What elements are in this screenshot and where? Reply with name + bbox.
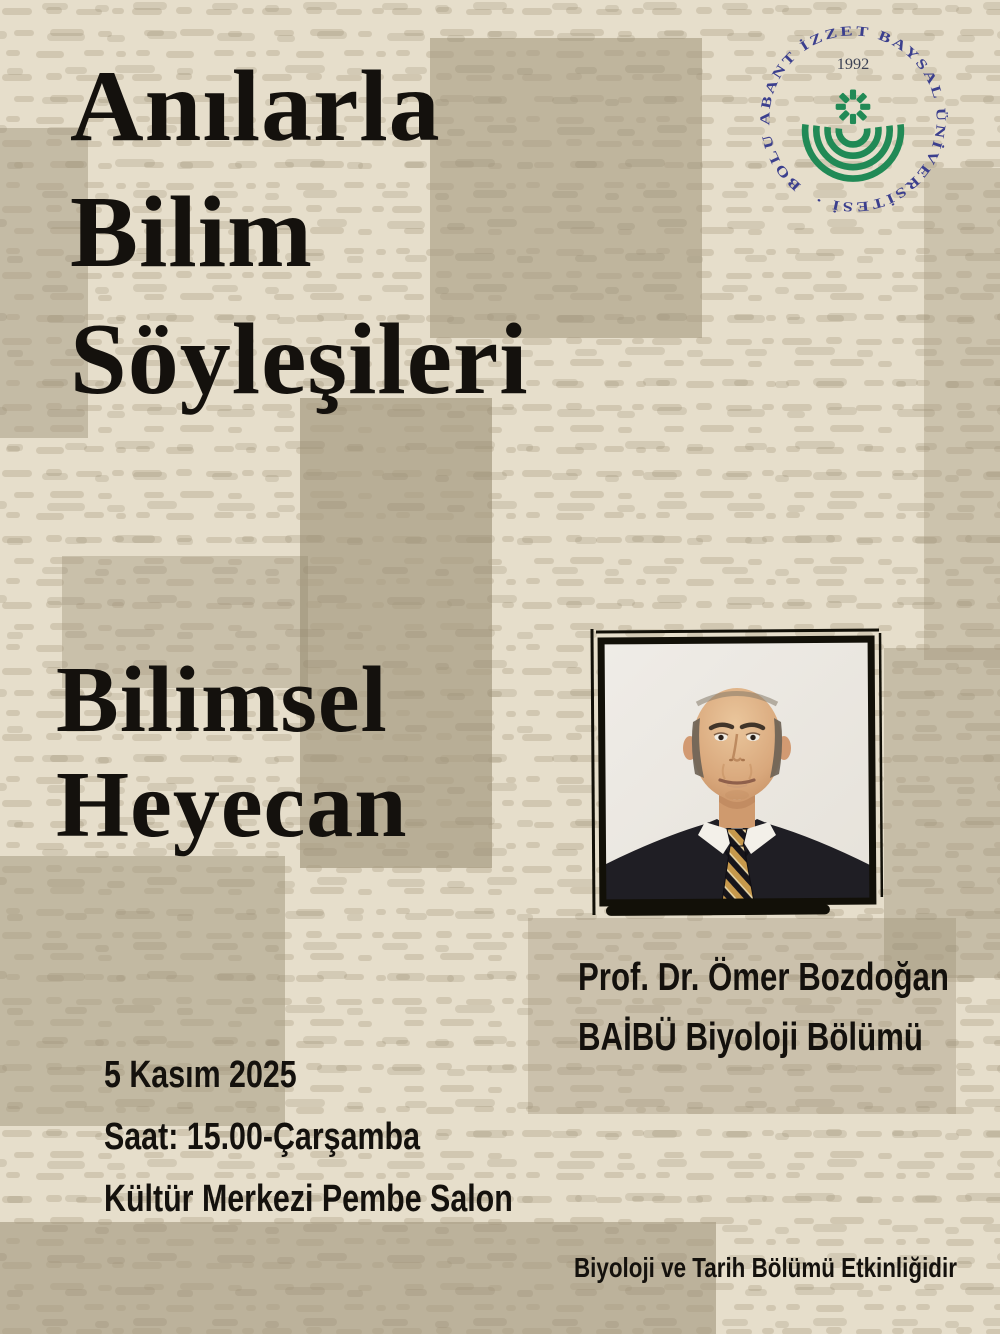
logo-year: 1992 [836,54,870,74]
event-date: 5 Kasım 2025 [104,1054,297,1096]
logo-ring-text: BOLU ABANT İZZET BAYSAL ÜNİVERSİTESİ · [757,23,949,215]
speaker-name: Prof. Dr. Ömer Bozdoğan [578,956,949,999]
title-line-3: Söyleşileri [70,302,529,416]
event-time: Saat: 15.00-Çarşamba [104,1116,420,1158]
speaker-department: BAİBÜ Biyoloji Bölümü [578,1016,923,1059]
footer-note: Biyoloji ve Tarih Bölümü Etkinliğidir [574,1252,957,1283]
event-venue: Kültür Merkezi Pembe Salon [104,1178,513,1220]
speaker-portrait [602,640,872,902]
speaker-photo-frame [586,626,888,922]
university-logo [746,12,960,226]
title-line-1: Anılarla [70,50,441,163]
title-line-2: Bilim [70,176,314,290]
subtitle-line-2: Heyecan [56,753,408,858]
poster-title [70,44,529,423]
sun-over-waves-icon [805,89,901,178]
subtitle-line-1: Bilimsel [56,648,388,752]
poster-subtitle [56,648,408,859]
